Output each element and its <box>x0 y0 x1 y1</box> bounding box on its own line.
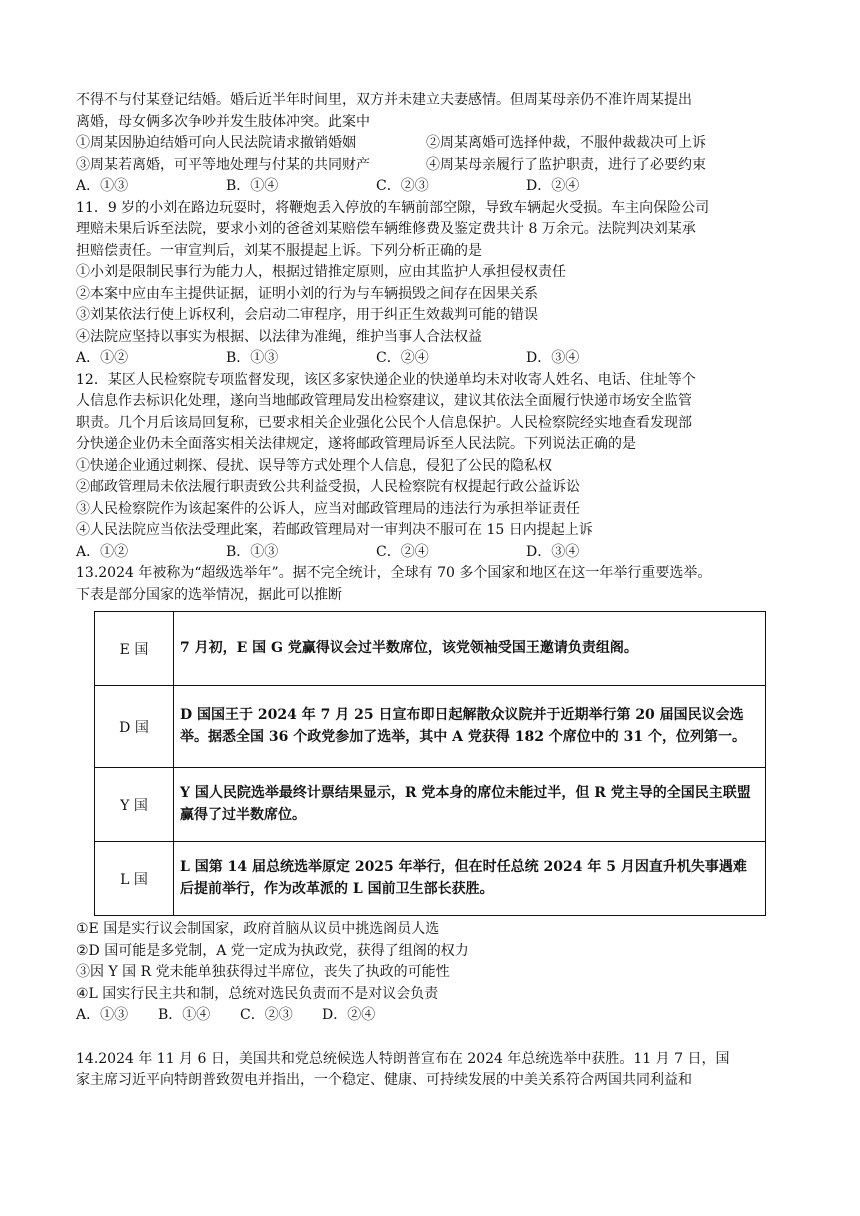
statement-row <box>76 133 788 155</box>
statement: ④法院应坚持以事实为根据、以法律为准绳，维护当事人合法权益 <box>76 328 482 345</box>
table-row <box>95 686 766 768</box>
option-c: C．②③ <box>240 1007 293 1023</box>
option-d: D．②④ <box>322 1007 376 1023</box>
question-text-line: 人信息作去标识化处理，遂向当地邮政管理局发出检察建议，建议其依法全面履行快递市场安全监管 <box>76 393 692 409</box>
question-10 <box>76 90 788 198</box>
table-row <box>95 612 766 686</box>
description-cell: L 国第 14 届总统选举原定 2025 年举行，但在时任总统 2024 年 5 月因直升机失事遇难后提前举行，作为改革派的 L 国前卫生部长获胜。 <box>174 842 766 916</box>
country-cell: D 国 <box>95 686 174 768</box>
statement: ③周某若离婚，可平等地处理与付某的共同财产 <box>76 156 370 173</box>
statement: ②D 国可能是多党制，A 党一定成为执政党，获得了组阁的权力 <box>76 942 469 959</box>
spacer <box>76 1027 788 1049</box>
question-13 <box>76 563 788 1027</box>
option-b: B．①④ <box>226 178 279 194</box>
question-text-line: 14.2024 年 11 月 6 日，美国共和党总统候选人特朗普宣布在 2024 年总统选举中获胜。11 月 7 日，国 <box>76 1050 730 1067</box>
option-a: A．①② <box>76 543 129 560</box>
statement: ④周某母亲履行了监护职责，进行了必要约束 <box>426 156 706 173</box>
answer-options <box>76 542 788 564</box>
statement: ④L 国实行民主共和制，总统对选民负责而不是对议会负责 <box>76 985 439 1002</box>
statement: ①小刘是限制民事行为能力人，根据过错推定原则，应由其监护人承担侵权责任 <box>76 264 566 280</box>
answer-options <box>76 1005 788 1027</box>
statement: ①E 国是实行议会制国家，政府首脑从议员中挑选阁员人选 <box>76 921 440 937</box>
election-table <box>94 611 766 916</box>
statement: ①周某因胁迫结婚可向人民法院请求撤销婚姻 <box>76 135 356 151</box>
option-a: A．①③ <box>76 178 129 194</box>
option-d: D．③④ <box>526 543 580 560</box>
question-text-line: 12．某区人民检察院专项监督发现，该区多家快递企业的快递单均未对收寄人姓名、电话、住址等个 <box>76 371 696 388</box>
option-c: C．②③ <box>376 178 429 194</box>
exam-page <box>76 90 788 1092</box>
question-text-line: 11．9 岁的小刘在路边玩耍时，将鞭炮丢入停放的车辆前部空隙，导致车辆起火受损。车主向保险公司 <box>76 199 710 216</box>
option-c: C．②④ <box>376 350 429 366</box>
description-cell: 7 月初，E 国 G 党赢得议会过半数席位，该党领袖受国王邀请负责组阁。 <box>174 612 766 686</box>
option-b: B．①③ <box>226 543 279 560</box>
answer-options <box>76 176 788 198</box>
option-c: C．②④ <box>376 543 429 560</box>
question-text-line: 不得不与付某登记结婚。婚后近半年时间里，双方并未建立夫妻感情。但周某母亲仍不准许周某提出 <box>76 92 692 108</box>
option-d: D．③④ <box>526 350 580 366</box>
question-14 <box>76 1049 788 1092</box>
statement: ③刘某依法行使上诉权利，会启动二审程序，用于纠正生效裁判可能的错误 <box>76 307 538 323</box>
description-cell: Y 国人民院选举最终计票结果显示，R 党本身的席位未能过半，但 R 党主导的全国民主联盟赢得了过半数席位。 <box>174 768 766 842</box>
question-text-line: 担赔偿责任。一审宣判后，刘某不服提起上诉。下列分析正确的是 <box>76 242 482 259</box>
question-text-line: 职责。几个月后该局回复称，已要求相关企业强化公民个人信息保护。人民检察院经实地查看发现部 <box>76 414 692 431</box>
answer-options <box>76 348 788 370</box>
option-a: A．①② <box>76 350 129 366</box>
question-text-line: 下表是部分国家的选举情况，据此可以推断 <box>76 586 342 603</box>
option-d: D．②④ <box>526 178 580 194</box>
question-text-line: 分快递企业仍未全面落实相关法律规定，遂将邮政管理局诉至人民法院。下列说法正确的是 <box>76 436 636 452</box>
description-cell: D 国国王于 2024 年 7 月 25 日宣布即日起解散众议院并于近期举行第 20 届国民议会选举。据悉全国 36 个政党参加了选举，其中 A 党获得 182 个席位中的 31 个，位列第一。 <box>174 686 766 768</box>
statement: ③人民检察院作为该起案件的公诉人，应当对邮政管理局的违法行为承担举证责任 <box>76 500 580 517</box>
table-row <box>95 768 766 842</box>
question-text-line: 13.2024 年被称为“超级选举年”。据不完全统计，全球有 70 多个国家和地区在这一年举行重要选举。 <box>76 565 712 581</box>
question-text-line: 离婚，母女俩多次争吵并发生肢体冲突。此案中 <box>76 113 370 130</box>
statement: ②本案中应由车主提供证据，证明小刘的行为与车辆损毁之间存在因果关系 <box>76 285 538 302</box>
option-a: A．①③ <box>76 1007 129 1023</box>
question-text-line: 家主席习近平向特朗普致贺电并指出，一个稳定、健康、可持续发展的中美关系符合两国共同利益和 <box>76 1072 692 1088</box>
statement: ④人民法院应当依法受理此案，若邮政管理局对一审判决不服可在 15 日内提起上诉 <box>76 522 593 538</box>
country-cell: E 国 <box>95 612 174 686</box>
statement: ②邮政管理局未依法履行职责致公共利益受损，人民检察院有权提起行政公益诉讼 <box>76 479 580 495</box>
statement: ②周某离婚可选择仲裁，不服仲裁裁决可上诉 <box>426 135 706 151</box>
statement: ③因 Y 国 R 党未能单独获得过半席位，丧失了执政的可能性 <box>76 964 450 980</box>
statement-row <box>76 155 788 177</box>
country-cell: L 国 <box>95 842 174 916</box>
statement: ①快递企业通过刺探、侵扰、误导等方式处理个人信息，侵犯了公民的隐私权 <box>76 457 552 474</box>
option-b: B．①④ <box>158 1007 211 1023</box>
country-cell: Y 国 <box>95 768 174 842</box>
question-11 <box>76 198 788 370</box>
table-row <box>95 842 766 916</box>
question-12 <box>76 370 788 564</box>
option-b: B．①③ <box>226 350 279 366</box>
question-text-line: 理赔未果后诉至法院，要求小刘的爸爸刘某赔偿车辆维修费及鉴定费共计 8 万余元。法院判决刘某承 <box>76 221 696 237</box>
